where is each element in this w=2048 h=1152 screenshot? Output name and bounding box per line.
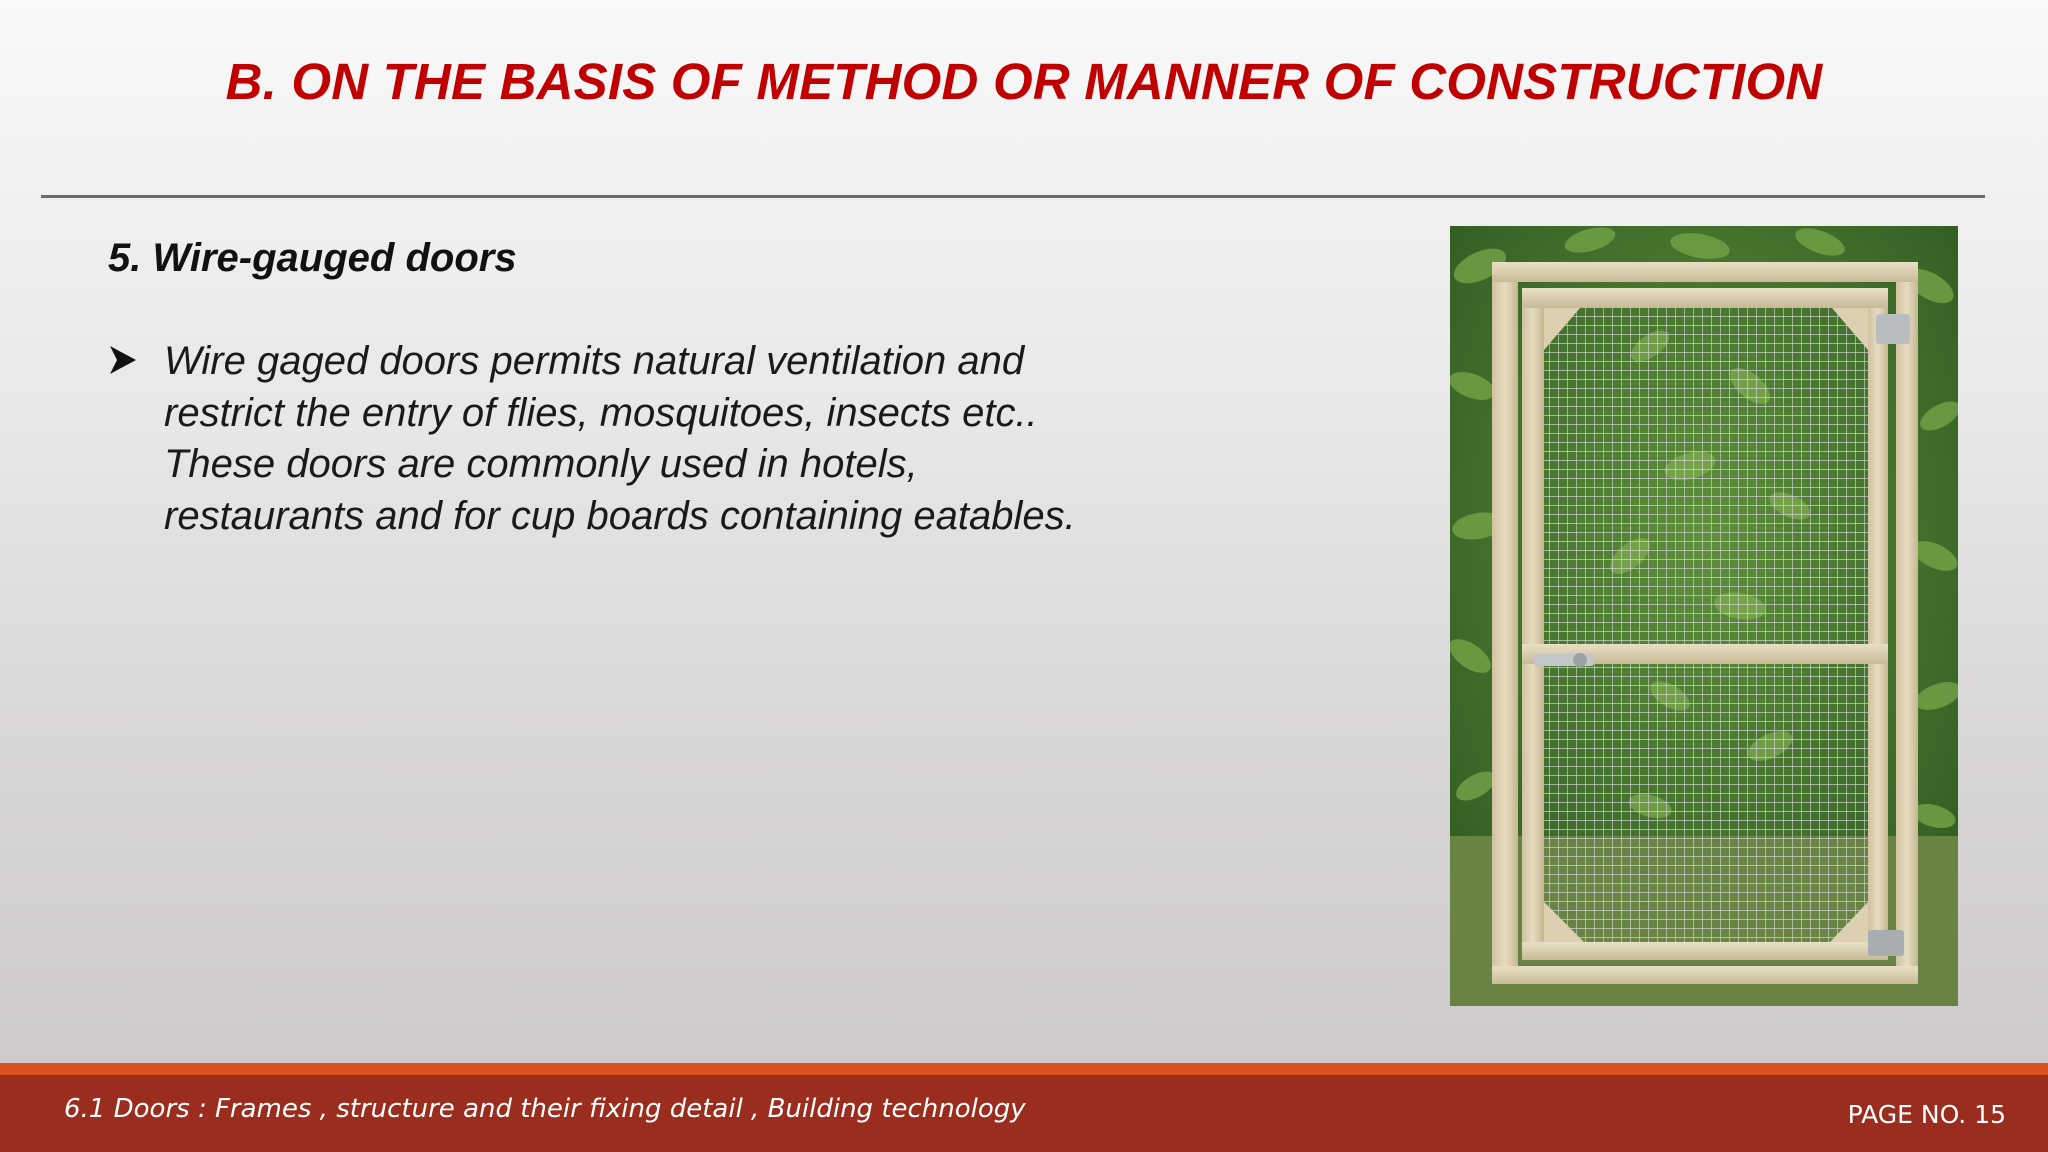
wire-mesh-door-photo [1450,226,1958,1006]
footer-caption: 6.1 Doors : Frames , structure and their fixing detail , Building technology [64,1094,1026,1124]
bullet-text [164,336,1076,542]
footer-accent-stripe [0,1063,2048,1075]
bullet-line: These doors are commonly used in hotels, [164,442,918,486]
arrowhead-bullet-icon [108,340,138,380]
bullet-line: Wire gaged doors permits natural ventilation and [164,339,1025,383]
bullet-line: restaurants and for cup boards containing eatables. [164,493,1076,538]
section-heading: 5. Wire-gauged doors [108,236,517,280]
title-divider [41,195,1985,198]
page-number: PAGE NO. 15 [1847,1100,2006,1129]
bullet-line: restrict the entry of flies, mosquitoes, insects etc.. [164,390,1038,435]
slide-title: B. ON THE BASIS OF METHOD OR MANNER OF CONSTRUCTION [225,53,1823,110]
